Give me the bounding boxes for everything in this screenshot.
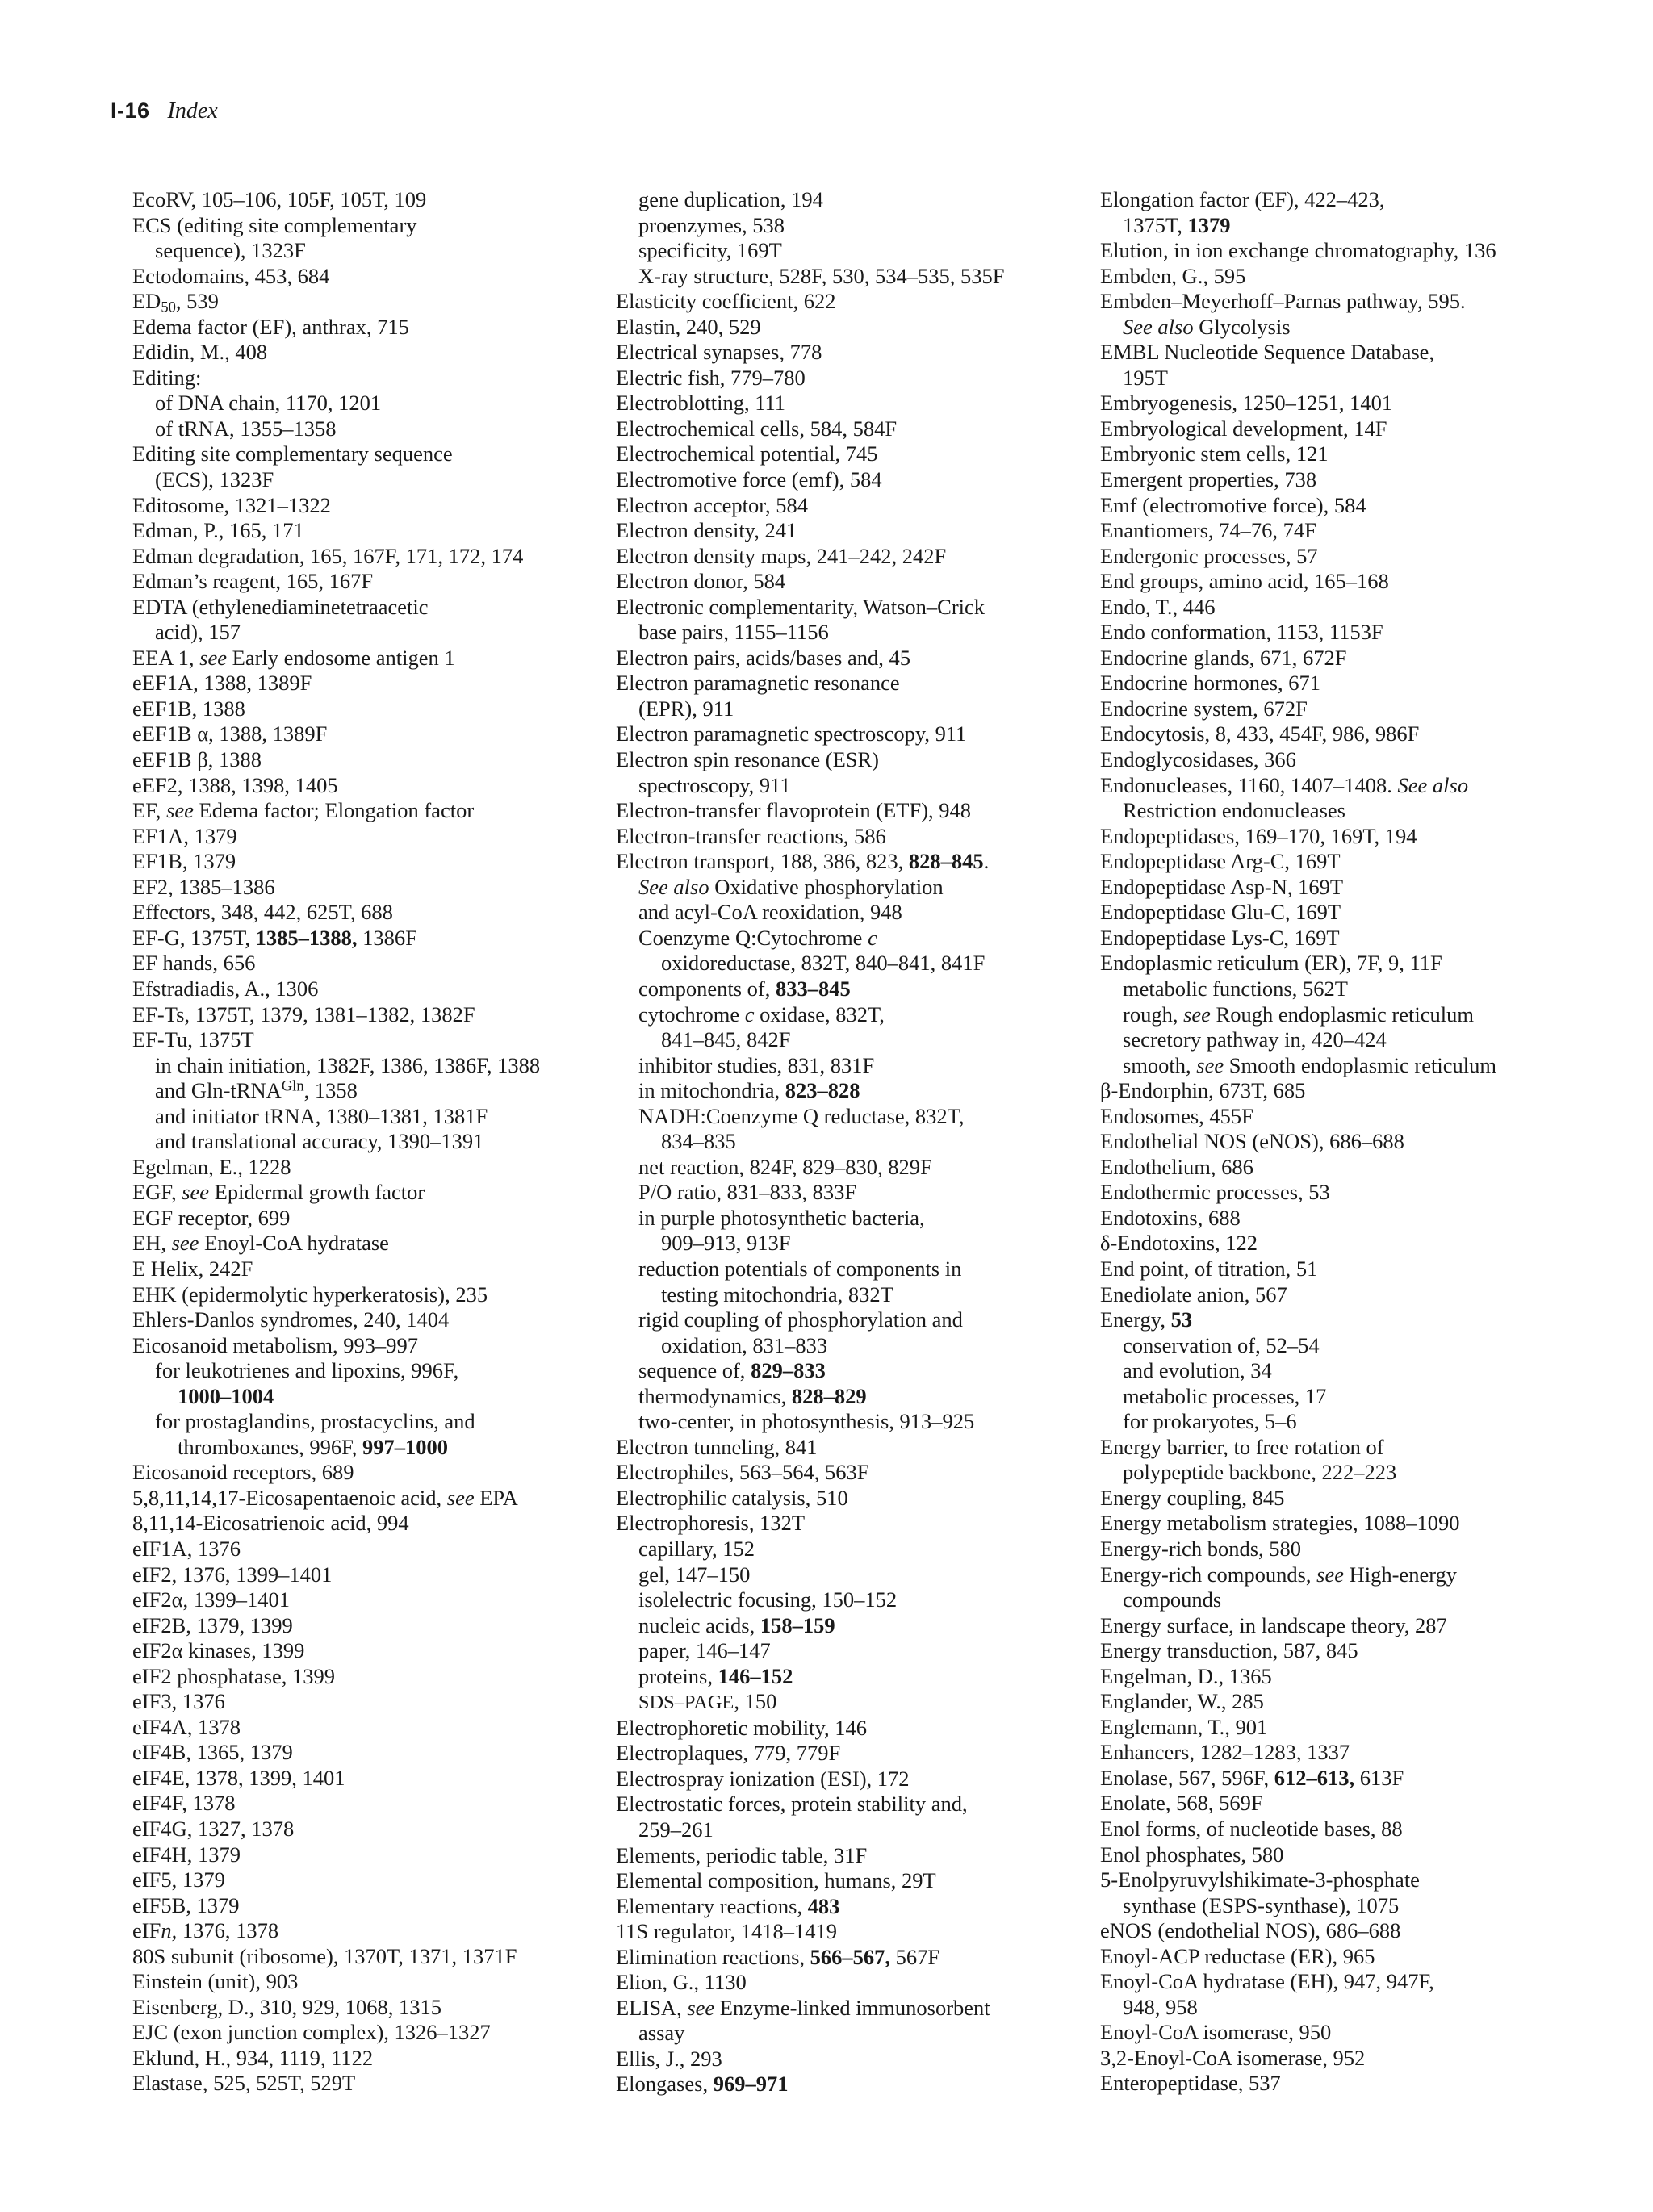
index-subentry: proenzymes, 538 [638, 212, 785, 237]
index-entry: End groups, amino acid, 165–168 [1100, 569, 1389, 594]
index-entry: Electronic complementarity, Watson–Crick base pairs, 1155–1156 [616, 594, 986, 645]
index-subentry: metabolic processes, 17 [1123, 1383, 1327, 1408]
index-entry: Electrophiles, 563–564, 563F [616, 1460, 869, 1485]
index-entry: eIF5, 1379 [132, 1867, 225, 1892]
index-entry: Editosome, 1321–1322 [132, 492, 331, 517]
index-entry: Enantiomers, 74–76, 74F [1100, 518, 1316, 543]
index-entry: eIF2, 1376, 1399–1401 [132, 1562, 333, 1587]
index-entry: Endopeptidases, 169–170, 169T, 194 [1100, 823, 1417, 848]
index-entry: EF hands, 656 [132, 951, 256, 976]
index-entry: Endosomes, 455F [1100, 1103, 1253, 1128]
index-entry: Engelman, D., 1365 [1100, 1663, 1272, 1688]
index-subentry: for prokaryotes, 5–6 [1123, 1409, 1297, 1434]
index-subentry: rough, see Rough endoplasmic reticulum [1123, 1001, 1474, 1027]
index-entry: Electron acceptor, 584 [616, 492, 809, 517]
index-entry: eIF2α kinases, 1399 [132, 1638, 305, 1663]
index-entry: Embden–Meyerhoff–Parnas pathway, 595. See also Glycolysis [1100, 289, 1466, 339]
index-entry: Endo conformation, 1153, 1153F [1100, 620, 1383, 645]
index-entry: Endocrine hormones, 671 [1100, 671, 1321, 696]
index-entry: Emf (electromotive force), 584 [1100, 492, 1366, 517]
index-entry: EF-G, 1375T, 1385–1388, 1386F [132, 925, 417, 950]
index-entry: Enoyl-CoA isomerase, 950 [1100, 2020, 1332, 2045]
index-subentry: components of, 833–845 [638, 976, 851, 1001]
index-entry: Electrical synapses, 778 [616, 340, 822, 365]
index-entry: Electron paramagnetic spectroscopy, 911 [616, 721, 967, 746]
index-entry: Energy transduction, 587, 845 [1100, 1638, 1358, 1663]
index-entry: Eicosanoid metabolism, 993–997 [132, 1332, 419, 1357]
index-subentry: and translational accuracy, 1390–1391 [155, 1129, 484, 1154]
index-entry: eEF1B β, 1388 [132, 747, 262, 772]
index-entry: Electron transport, 188, 386, 823, 828–845. [616, 849, 990, 874]
index-entry: Endotoxins, 688 [1100, 1205, 1241, 1230]
index-entry: Elementary reactions, 483 [616, 1893, 840, 1918]
index-entry: eIF1A, 1376 [132, 1536, 241, 1561]
index-entry: Energy surface, in landscape theory, 287 [1100, 1612, 1447, 1637]
index-entry: EHK (epidermolytic hyperkeratosis), 235 [132, 1282, 488, 1307]
index-entry: Enoyl-CoA hydratase (EH), 947, 947F, 948, 958 [1100, 1969, 1434, 2019]
index-entry: Elongases, 969–971 [616, 2072, 789, 2097]
index-entry: Endocrine system, 672F [1100, 696, 1308, 721]
index-entry: Endopeptidase Asp-N, 169T [1100, 874, 1344, 899]
index-entry: Energy barrier, to free rotation of polypeptide backbone, 222–223 [1100, 1434, 1397, 1485]
index-subentry: gel, 147–150 [638, 1562, 751, 1587]
index-entry: Electrostatic forces, protein stability and, 259–261 [616, 1792, 968, 1842]
index-subentry: sequence of, 829–833 [638, 1358, 826, 1383]
index-entry: EGF receptor, 699 [132, 1205, 291, 1230]
index-entry: 5,8,11,14,17-Eicosapentaenoic acid, see EPA [132, 1485, 518, 1510]
index-entry: eIF4G, 1327, 1378 [132, 1817, 295, 1841]
index-entry: Elimination reactions, 566–567, 567F [616, 1944, 940, 1969]
index-subentry: paper, 146–147 [638, 1638, 771, 1663]
index-entry: EJC (exon junction complex), 1326–1327 [132, 2020, 491, 2045]
index-entry: Einstein (unit), 903 [132, 1969, 299, 1994]
index-entry: Electromotive force (emf), 584 [616, 467, 882, 492]
index-subentry: X-ray structure, 528F, 530, 534–535, 535F [638, 263, 1005, 288]
index-column-3 [1100, 187, 1584, 2097]
index-entry: eIF4A, 1378 [132, 1714, 241, 1739]
index-entry: End point, of titration, 51 [1100, 1256, 1318, 1281]
index-subentry: cytochrome c oxidase, 832T, 841–845, 842F [638, 1001, 885, 1052]
index-entry: Energy-rich bonds, 580 [1100, 1536, 1302, 1561]
index-entry: Endothermic processes, 53 [1100, 1180, 1330, 1205]
index-entry: EF2, 1385–1386 [132, 874, 275, 899]
index-entry: 3,2-Enoyl-CoA isomerase, 952 [1100, 2045, 1366, 2070]
index-entry: eIF2 phosphatase, 1399 [132, 1663, 335, 1688]
index-entry: 8,11,14-Eicosatrienoic acid, 994 [132, 1511, 409, 1536]
index-entry: Editing site complementary sequence (ECS), 1323F [132, 441, 453, 492]
index-entry: Effectors, 348, 442, 625T, 688 [132, 900, 393, 925]
index-column-1 [132, 187, 617, 2097]
index-subentry: metabolic functions, 562T [1123, 976, 1348, 1001]
index-subentry: in chain initiation, 1382F, 1386, 1386F, 1388 [155, 1052, 541, 1077]
index-entry: Enol phosphates, 580 [1100, 1842, 1284, 1867]
index-entry: Electron paramagnetic resonance (EPR), 911 [616, 671, 900, 721]
index-subentry: and Gln-tRNA$^{Gln}$, 1358 [155, 1077, 358, 1103]
index-entry: Egelman, E., 1228 [132, 1154, 291, 1179]
index-entry: Elastase, 525, 525T, 529T [132, 2071, 356, 2096]
page-number: I-16 [111, 98, 150, 123]
index-entry: $ED_{50}$, 539 [132, 289, 219, 316]
index-entry: Endonucleases, 1160, 1407–1408. See also Restriction endonucleases [1100, 772, 1469, 823]
index-entry: Elements, periodic table, 31F [616, 1842, 868, 1867]
index-entry: Electric fish, 779–780 [616, 365, 806, 390]
index-entry: EF, see Edema factor; Elongation factor [132, 798, 475, 823]
index-entry: Endo, T., 446 [1100, 594, 1216, 619]
index-entry: Endergonic processes, 57 [1100, 543, 1318, 568]
running-header [111, 98, 218, 134]
index-entry: Energy, 53 [1100, 1307, 1193, 1332]
index-entry: eNOS (endothelial NOS), 686–688 [1100, 1918, 1401, 1943]
index-entry: Electron pairs, acids/bases and, 45 [616, 645, 910, 670]
index-entry: Elasticity coefficient, 622 [616, 289, 836, 314]
index-subentry: for prostaglandins, prostacyclins, and thromboxanes, 996F, 997–1000 [155, 1409, 475, 1459]
index-entry: Endothelium, 686 [1100, 1154, 1253, 1179]
index-subentry: and evolution, 34 [1123, 1358, 1272, 1383]
running-title: Index [167, 98, 218, 123]
index-subentry: smooth, see Smooth endoplasmic reticulum [1123, 1052, 1496, 1077]
index-subentry: P/O ratio, 831–833, 833F [638, 1180, 857, 1205]
index-entry: Electroplaques, 779, 779F [616, 1741, 841, 1766]
index-subentry: Coenzyme Q:Cytochrome c oxidoreductase, 832T, 840–841, 841F [638, 925, 986, 976]
index-entry: ELISA, see Enzyme-linked immunosorbent assay [616, 1995, 990, 2046]
index-subentry: of tRNA, 1355–1358 [155, 416, 337, 441]
index-entry: Endopeptidase Arg-C, 169T [1100, 849, 1341, 874]
index-entry: Electron tunneling, 841 [616, 1434, 818, 1459]
index-entry: eIF5B, 1379 [132, 1892, 240, 1917]
index-entry: EF-Ts, 1375T, 1379, 1381–1382, 1382F [132, 1001, 475, 1027]
index-subentry: gene duplication, 194 [638, 187, 823, 211]
index-subentry: inhibitor studies, 831, 831F [638, 1052, 875, 1077]
index-entry: δ-Endotoxins, 122 [1100, 1231, 1258, 1256]
index-entry: Embden, G., 595 [1100, 263, 1246, 288]
index-entry: Elemental composition, humans, 29T [616, 1868, 936, 1893]
index-entry: 80S subunit (ribosome), 1370T, 1371, 1371F [132, 1943, 517, 1968]
index-entry: Efstradiadis, A., 1306 [132, 976, 319, 1001]
index-subentry: isolelectric focusing, 150–152 [638, 1587, 898, 1612]
index-entry: EcoRV, 105–106, 105F, 105T, 109 [132, 187, 427, 211]
index-entry: eIF4B, 1365, 1379 [132, 1740, 293, 1765]
index-entry: Edidin, M., 408 [132, 340, 268, 365]
index-subentry: NADH:Coenzyme Q reductase, 832T, 834–835 [638, 1103, 965, 1154]
index-entry: Embryological development, 14F [1100, 416, 1387, 441]
index-subentry: specificity, 169T [638, 238, 782, 263]
index-subentry: and acyl-CoA reoxidation, 948 [638, 900, 902, 925]
index-entry: Electron density maps, 241–242, 242F [616, 543, 947, 568]
index-entry: eEF1A, 1388, 1389F [132, 671, 312, 696]
index-entry: Endoplasmic reticulum (ER), 7F, 9, 11F [1100, 951, 1442, 976]
index-entry: Editing: [132, 365, 202, 390]
index-entry: eEF2, 1388, 1398, 1405 [132, 772, 338, 797]
index-entry: eEF1B, 1388 [132, 696, 245, 721]
index-subentry: capillary, 152 [638, 1536, 755, 1561]
index-entry: eIF3, 1376 [132, 1689, 225, 1714]
index-subentry: reduction potentials of components in testing mitochondria, 832T [638, 1256, 962, 1307]
index-subentry: See also Oxidative phosphorylation [638, 874, 944, 899]
index-subentry: and initiator tRNA, 1380–1381, 1381F [155, 1103, 488, 1128]
index-entry: Enediolate anion, 567 [1100, 1282, 1287, 1307]
index-entry: eEF1B α, 1388, 1389F [132, 721, 328, 746]
index-entry: EF1B, 1379 [132, 849, 236, 874]
index-entry: eIF2B, 1379, 1399 [132, 1612, 293, 1637]
index-subentry: SDS–PAGE, 150 [638, 1689, 777, 1714]
index-entry: Electrospray ionization (ESI), 172 [616, 1766, 910, 1791]
index-entry: Edman, P., 165, 171 [132, 518, 304, 543]
index-entry: Elongation factor (EF), 422–423, 1375T, 1379 [1100, 187, 1385, 237]
index-entry: Electrophoresis, 132T [616, 1511, 806, 1536]
index-entry: eIFn, 1376, 1378 [132, 1918, 279, 1943]
index-subentry: secretory pathway in, 420–424 [1123, 1027, 1387, 1052]
index-entry: Embryonic stem cells, 121 [1100, 441, 1329, 466]
index-entry: Electron spin resonance (ESR) spectroscopy, 911 [616, 747, 879, 797]
index-entry: ECS (editing site complementary sequence), 1323F [132, 212, 417, 263]
index-column-2 [616, 187, 1100, 2097]
index-entry: Ellis, J., 293 [616, 2046, 722, 2071]
index-entry: Enhancers, 1282–1283, 1337 [1100, 1740, 1350, 1765]
index-entry: EH, see Enoyl-CoA hydratase [132, 1231, 389, 1256]
index-subentry: nucleic acids, 158–159 [638, 1612, 835, 1637]
index-subentry: of DNA chain, 1170, 1201 [155, 391, 382, 416]
index-entry: eIF4F, 1378 [132, 1791, 236, 1816]
index-entry: EF-Tu, 1375T [132, 1027, 254, 1052]
index-entry: Edman degradation, 165, 167F, 171, 172, 174 [132, 543, 524, 568]
index-entry: Endoglycosidases, 366 [1100, 747, 1296, 772]
index-entry: Electrochemical potential, 745 [616, 441, 878, 466]
index-entry: E Helix, 242F [132, 1256, 253, 1281]
index-subentry: in purple photosynthetic bacteria, 909–913, 913F [638, 1205, 925, 1256]
index-entry: eIF4H, 1379 [132, 1842, 241, 1867]
index-entry: Edema factor (EF), anthrax, 715 [132, 314, 409, 339]
index-subentry: in mitochondria, 823–828 [638, 1078, 860, 1103]
index-entry: Endocrine glands, 671, 672F [1100, 645, 1347, 670]
index-entry: EEA 1, see Early endosome antigen 1 [132, 645, 455, 670]
index-entry: Elion, G., 1130 [616, 1970, 747, 1995]
index-entry: Electron donor, 584 [616, 569, 786, 594]
index-entry: Eicosanoid receptors, 689 [132, 1460, 354, 1485]
index-subentry: thermodynamics, 828–829 [638, 1383, 867, 1408]
index-entry: 11S regulator, 1418–1419 [616, 1919, 837, 1944]
index-entry: Electrochemical cells, 584, 584F [616, 416, 898, 441]
index-entry: Electroblotting, 111 [616, 391, 785, 416]
index-entry: Endothelial NOS (eNOS), 686–688 [1100, 1129, 1404, 1154]
index-entry: Enolate, 568, 569F [1100, 1791, 1263, 1816]
index-entry: Elution, in ion exchange chromatography, 136 [1100, 238, 1496, 263]
index-entry: Eklund, H., 934, 1119, 1122 [132, 2045, 374, 2070]
index-entry: EDTA (ethylenediaminetetraacetic acid), 157 [132, 594, 429, 645]
index-entry: Enoyl-ACP reductase (ER), 965 [1100, 1943, 1375, 1968]
index-entry: Electrophoretic mobility, 146 [616, 1715, 868, 1740]
index-entry: Embryogenesis, 1250–1251, 1401 [1100, 391, 1393, 416]
index-subentry: for leukotrienes and lipoxins, 996F, 1000–1004 [155, 1358, 459, 1408]
index-entry: Energy coupling, 845 [1100, 1485, 1285, 1510]
index-entry: Edman’s reagent, 165, 167F [132, 569, 374, 594]
index-entry: eIF2α, 1399–1401 [132, 1587, 290, 1612]
index-subentry: conservation of, 52–54 [1123, 1332, 1320, 1357]
index-entry: Eisenberg, D., 310, 929, 1068, 1315 [132, 1994, 441, 2019]
index-entry: Ectodomains, 453, 684 [132, 263, 330, 288]
index-entry: Enol forms, of nucleotide bases, 88 [1100, 1817, 1403, 1841]
index-subentry: rigid coupling of phosphorylation and oxidation, 831–833 [638, 1307, 963, 1357]
index-entry: Elastin, 240, 529 [616, 314, 761, 339]
index-entry: β-Endorphin, 673T, 685 [1100, 1078, 1306, 1103]
index-entry: Endopeptidase Lys-C, 169T [1100, 925, 1340, 950]
index-entry: Englander, W., 285 [1100, 1689, 1264, 1714]
index-entry: Electrophilic catalysis, 510 [616, 1485, 848, 1510]
index-entry: Enolase, 567, 596F, 612–613, 613F [1100, 1765, 1404, 1790]
index-subentry: net reaction, 824F, 829–830, 829F [638, 1154, 932, 1179]
index-subentry: two-center, in photosynthesis, 913–925 [638, 1409, 975, 1434]
index-entry: 5-Enolpyruvylshikimate-3-phosphate synthase (ESPS-synthase), 1075 [1100, 1867, 1420, 1917]
index-entry: Electron density, 241 [616, 518, 797, 543]
index-entry: eIF4E, 1378, 1399, 1401 [132, 1765, 345, 1790]
index-entry: EGF, see Epidermal growth factor [132, 1180, 425, 1205]
index-entry: Endocytosis, 8, 433, 454F, 986, 986F [1100, 721, 1420, 746]
index-subentry: proteins, 146–152 [638, 1663, 793, 1688]
index-entry: Electron-transfer reactions, 586 [616, 823, 886, 848]
index-entry: Englemann, T., 901 [1100, 1714, 1268, 1739]
index-entry: EF1A, 1379 [132, 823, 237, 848]
index-entry: Endopeptidase Glu-C, 169T [1100, 900, 1341, 925]
index-entry: Enteropeptidase, 537 [1100, 2071, 1281, 2096]
index-entry: EMBL Nucleotide Sequence Database, 195T [1100, 340, 1435, 390]
index-entry: Ehlers-Danlos syndromes, 240, 1404 [132, 1307, 450, 1332]
index-entry: Emergent properties, 738 [1100, 467, 1317, 492]
index-entry: Energy metabolism strategies, 1088–1090 [1100, 1511, 1460, 1536]
index-entry: Electron-transfer flavoprotein (ETF), 948 [616, 798, 972, 823]
index-entry: Energy-rich compounds, see High-energy compounds [1100, 1562, 1458, 1612]
